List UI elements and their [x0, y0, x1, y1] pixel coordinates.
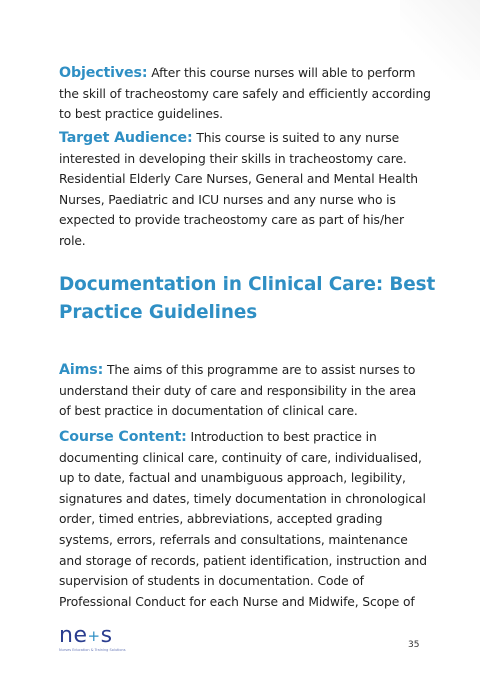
objectives-heading: Objectives:	[59, 65, 148, 81]
course-content-heading: Course Content:	[59, 429, 187, 445]
target-audience-heading: Target Audience:	[59, 130, 193, 146]
aims-text: The aims of this programme are to assist nurses to understand their duty of care and responsibility in the area of best practice in documentation of clinical care.	[59, 363, 417, 419]
logo-tagline: Nurses Education & Training Solutions	[59, 648, 126, 652]
logo-wordmark	[59, 625, 159, 647]
section-title: Documentation in Clinical Care: Best Practice Guidelines	[59, 274, 436, 323]
course-content-paragraph	[59, 427, 431, 612]
aims-paragraph	[59, 360, 431, 422]
target-audience-text: This course is suited to any nurse interested in developing their skills in tracheostomy care. Residential Elderly Care Nurses, General and Mental Health Nurses, Paediatric and ICU nurses and any nurse who is expected to provide tracheostomy care as part of his/her role.	[59, 131, 418, 248]
course-content-text: Introduction to best practice in documenting clinical care, continuity of care, individualised, up to date, factual and unambiguous approach, legibility, signatures and dates, timely documentation in chronological order, timed entries, abbreviations, accepted grading systems, errors, referrals and consultations, maintenance and storage of records, patient identification, instruction and supervision of students in documentation. Code of Professional Conduct for each Nurse and Midwife, Scope of	[59, 430, 427, 609]
objectives-paragraph	[59, 63, 431, 125]
aims-heading: Aims:	[59, 362, 104, 378]
objectives-text: After this course nurses will able to perform the skill of tracheostomy care safely and efficiently according to best practice guidelines.	[59, 66, 431, 122]
nets-logo	[59, 625, 159, 653]
target-audience-paragraph	[59, 128, 431, 252]
page-number: 35	[408, 640, 420, 650]
logo-text-left: ne	[59, 623, 88, 648]
logo-text-right: s	[100, 623, 113, 648]
logo-plus-icon: +	[87, 627, 101, 645]
